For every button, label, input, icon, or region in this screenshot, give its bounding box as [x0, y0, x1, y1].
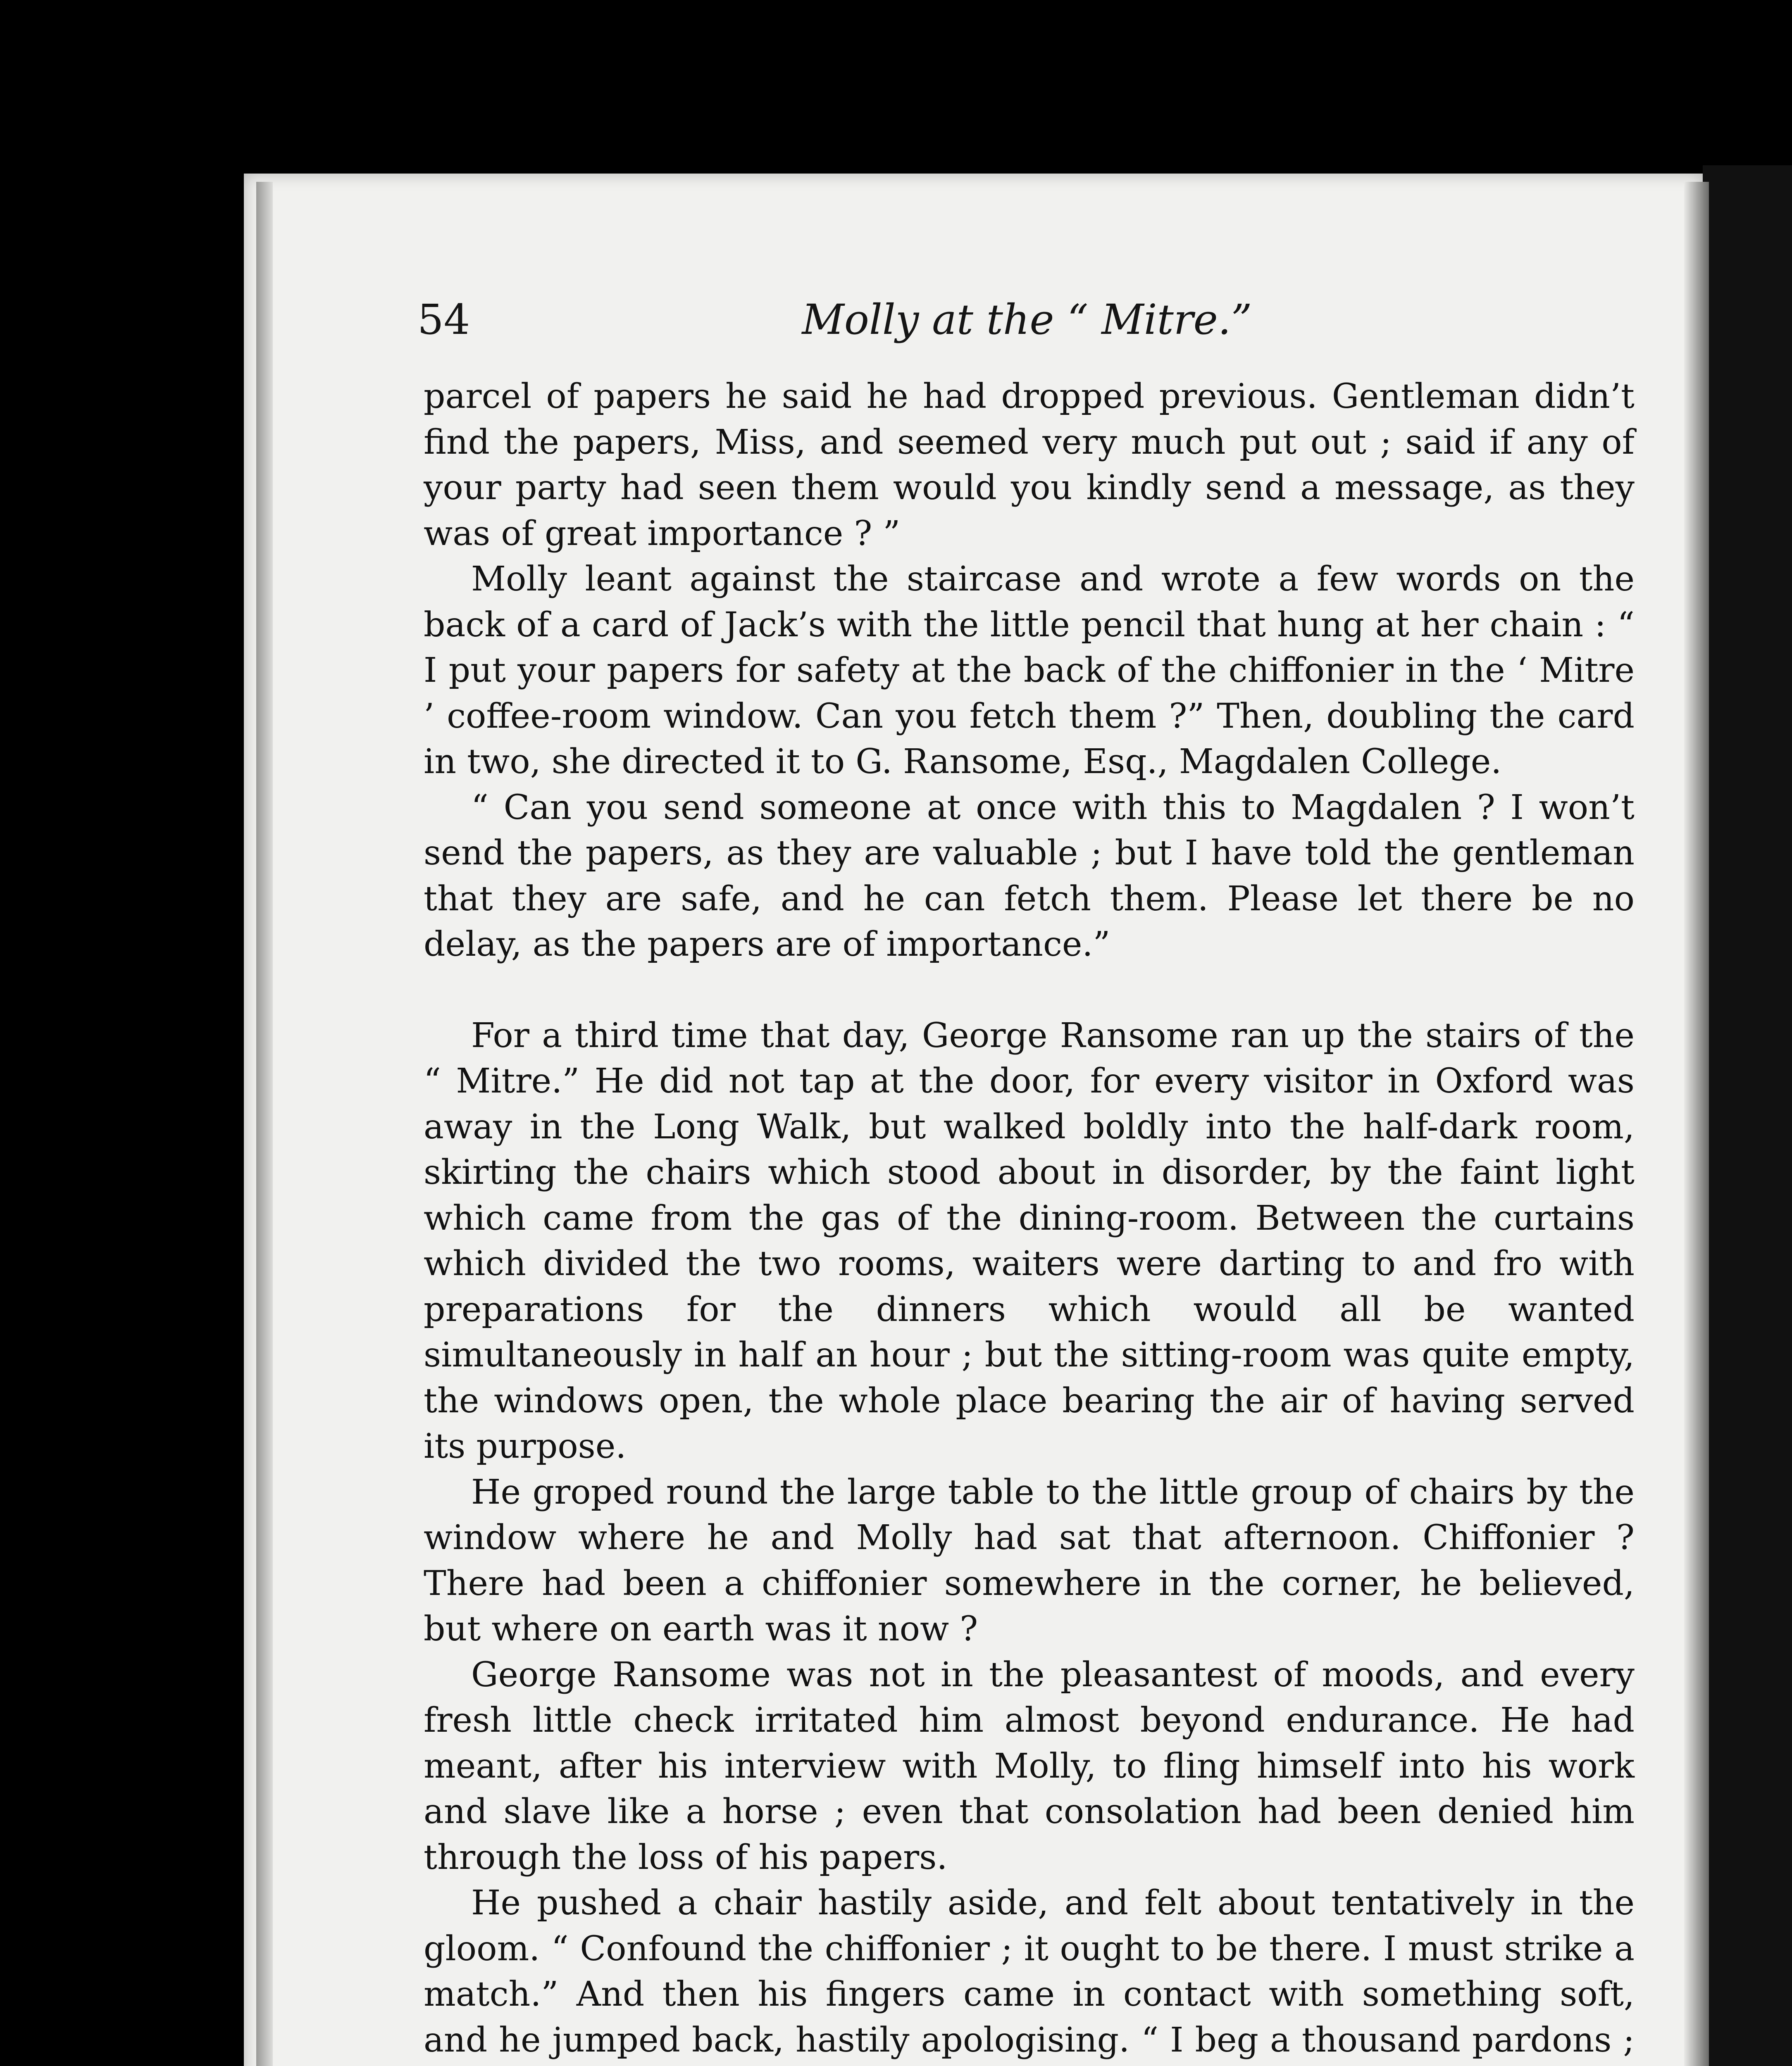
paragraph: He pushed a chair hastily aside, and felt about tentatively in the gloom. “ Confound the chiffonier ; it ought to be there. I must strike a match.” And then his fingers came in contact with something soft, and he jumped back, hastily apologising. “ I beg a thousand pardons ; [424, 1883, 1635, 2060]
next-page-sliver [1684, 182, 1709, 2066]
paragraph: Molly leant against the staircase and wrote a few words on the back of a card of Jack’s with the little pencil that hung at her chain : “ I put your papers for safety at the back of the chiffonier in the ‘ Mitre ’ coffee-room window. Can you fetch them ?” Then, doubling the card in two, she directed it to G. Ransome, Esq., Magdalen College. [424, 559, 1635, 781]
page-number: 54 [417, 295, 470, 344]
page-body [424, 374, 1635, 2066]
page-header [417, 295, 1637, 357]
paragraph: For a third time that day, George Ransome ran up the stairs of the “ Mitre.” He did not tap at the door, for every visitor in Oxford was away in the Long Walk, but walked boldly into the half-dark room, skirting the chairs which stood about in disorder, by the faint light which came from the gas of the dining-room. Between the curtains which divided the two rooms, waiters were darting to and fro with preparations for the dinners which would all be wanted simultaneously in half an hour ; but the sitting-room was quite empty, the windows open, the whole place bearing the air of having served its purpose. [424, 1016, 1635, 1466]
paragraph: He groped round the large table to the little group of chairs by the window where he and Molly had sat that afternoon. Chiffonier ? There had been a chiffonier somewhere in the corner, he believed, but where on earth was it now ? [424, 1472, 1635, 1649]
paragraph: George Ransome was not in the pleasantest of moods, and every fresh little check irritated him almost beyond endurance. He had meant, after his interview with Molly, to fling himself into his work and slave like a horse ; even that consolation had been denied him through the loss of his papers. [424, 1655, 1635, 1877]
page-edge-stack [256, 182, 273, 2066]
paragraph: “ Can you send someone at once with this to Magdalen ? I won’t send the papers, as they are valuable ; but I have told the gentleman that they are safe, and he can fetch them. Please let there be no delay, as the papers are of importance.” [424, 788, 1635, 964]
paragraph: parcel of papers he said he had dropped previous. Gentleman didn’t find the papers, Miss, and seemed very much put out ; said if any of your party had seen them would you kindly send a message, as they was of great importance ? ” [424, 377, 1635, 553]
running-title: Molly at the “ Mitre.” [802, 295, 1252, 344]
book-gutter-shadow [1703, 165, 1792, 2066]
